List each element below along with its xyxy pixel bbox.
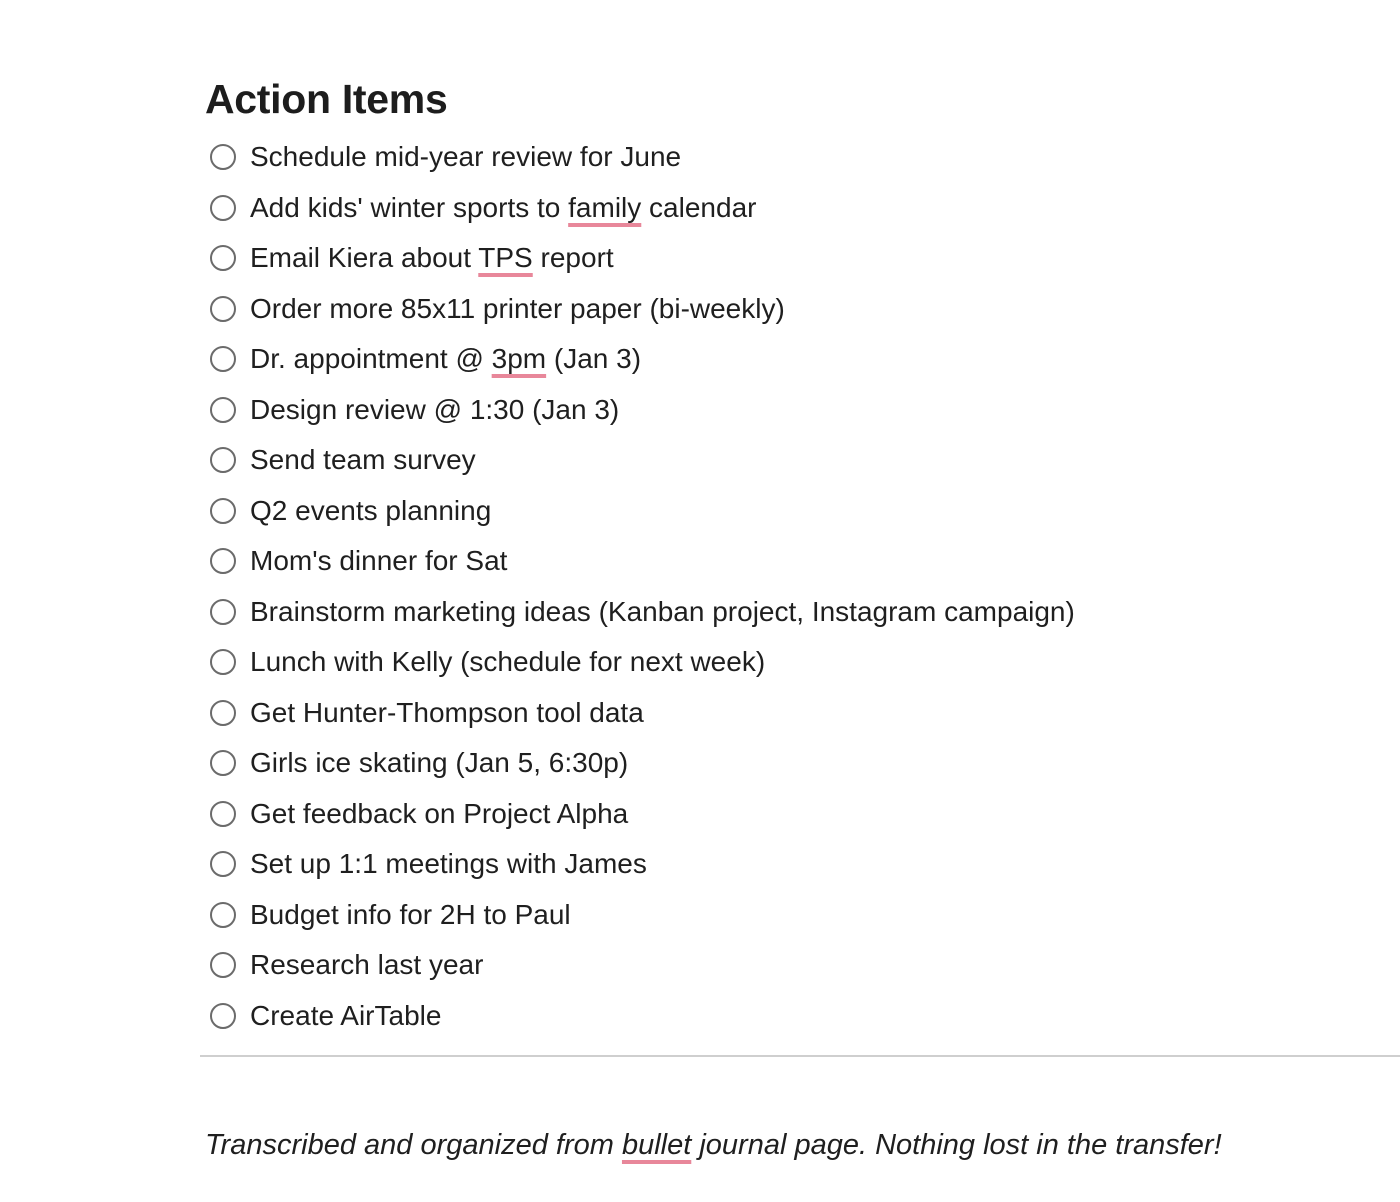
checklist-item-label[interactable]: Girls ice skating (Jan 5, 6:30p) <box>250 747 629 779</box>
checklist-item <box>210 637 1075 688</box>
checklist-item-label[interactable]: Dr. appointment @ 3pm (Jan 3) <box>250 343 642 375</box>
checkbox-circle-icon[interactable] <box>210 548 236 574</box>
checkbox-circle-icon[interactable] <box>210 346 236 372</box>
spellcheck-flag[interactable]: TPS <box>478 242 533 274</box>
checkbox-circle-icon[interactable] <box>210 1003 236 1029</box>
checklist-item <box>210 839 1075 890</box>
checklist-item <box>210 435 1075 486</box>
checklist-item <box>210 486 1075 537</box>
checklist-item <box>210 132 1075 183</box>
checklist-item <box>210 233 1075 284</box>
spellcheck-flag[interactable]: bullet <box>621 1129 692 1161</box>
checklist-item <box>210 890 1075 941</box>
checkbox-circle-icon[interactable] <box>210 296 236 322</box>
checklist-item <box>210 284 1075 335</box>
checklist-item <box>210 688 1075 739</box>
checklist-item-label[interactable]: Lunch with Kelly (schedule for next week) <box>250 646 766 678</box>
checklist-item <box>210 385 1075 436</box>
checkbox-circle-icon[interactable] <box>210 750 236 776</box>
checkbox-circle-icon[interactable] <box>210 245 236 271</box>
checkbox-circle-icon[interactable] <box>210 649 236 675</box>
checklist-item-label[interactable]: Q2 events planning <box>250 494 492 526</box>
checkbox-circle-icon[interactable] <box>210 599 236 625</box>
checklist-item <box>210 183 1075 234</box>
checklist-item-label[interactable]: Design review @ 1:30 (Jan 3) <box>250 393 620 425</box>
spellcheck-flag[interactable]: 3pm <box>491 343 547 375</box>
checklist-item-label[interactable]: Budget info for 2H to Paul <box>250 898 571 930</box>
checklist-item-label[interactable]: Send team survey <box>250 444 476 476</box>
checklist-item-label[interactable]: Get Hunter-Thompson tool data <box>250 696 644 728</box>
checklist-item-label[interactable]: Order more 85x11 printer paper (bi-weekly) <box>250 292 785 324</box>
checklist-item <box>210 738 1075 789</box>
checkbox-circle-icon[interactable] <box>210 498 236 524</box>
checkbox-circle-icon[interactable] <box>210 801 236 827</box>
checklist-item-label[interactable]: Add kids' winter sports to family calendar <box>250 191 757 223</box>
checklist-item-label[interactable]: Mom's dinner for Sat <box>250 545 508 577</box>
checklist-item <box>210 789 1075 840</box>
checkbox-circle-icon[interactable] <box>210 397 236 423</box>
checklist-item <box>210 536 1075 587</box>
checkbox-circle-icon[interactable] <box>210 195 236 221</box>
checkbox-circle-icon[interactable] <box>210 902 236 928</box>
checkbox-circle-icon[interactable] <box>210 851 236 877</box>
checklist-item-label[interactable]: Create AirTable <box>250 999 442 1031</box>
checklist-item-label[interactable]: Set up 1:1 meetings with James <box>250 848 647 880</box>
checklist-item <box>210 587 1075 638</box>
checkbox-circle-icon[interactable] <box>210 447 236 473</box>
checkbox-circle-icon[interactable] <box>210 952 236 978</box>
page-title[interactable]: Action Items <box>205 76 448 122</box>
checklist-item-label[interactable]: Brainstorm marketing ideas (Kanban project, Instagram campaign) <box>250 595 1075 627</box>
spellcheck-flag[interactable]: family <box>568 191 642 223</box>
checkbox-circle-icon[interactable] <box>210 144 236 170</box>
checklist-item <box>210 940 1075 991</box>
divider <box>200 1055 1400 1057</box>
checklist-item-label[interactable]: Schedule mid-year review for June <box>250 141 682 173</box>
action-items-checklist <box>210 132 1075 1041</box>
footnote-text[interactable]: Transcribed and organized from bullet journal page. Nothing lost in the transfer! <box>205 1129 1222 1161</box>
checklist-item-label[interactable]: Email Kiera about TPS report <box>250 242 614 274</box>
checklist-item-label[interactable]: Get feedback on Project Alpha <box>250 797 629 829</box>
checklist-item <box>210 334 1075 385</box>
checklist-item-label[interactable]: Research last year <box>250 949 484 981</box>
checklist-item <box>210 991 1075 1042</box>
checkbox-circle-icon[interactable] <box>210 700 236 726</box>
